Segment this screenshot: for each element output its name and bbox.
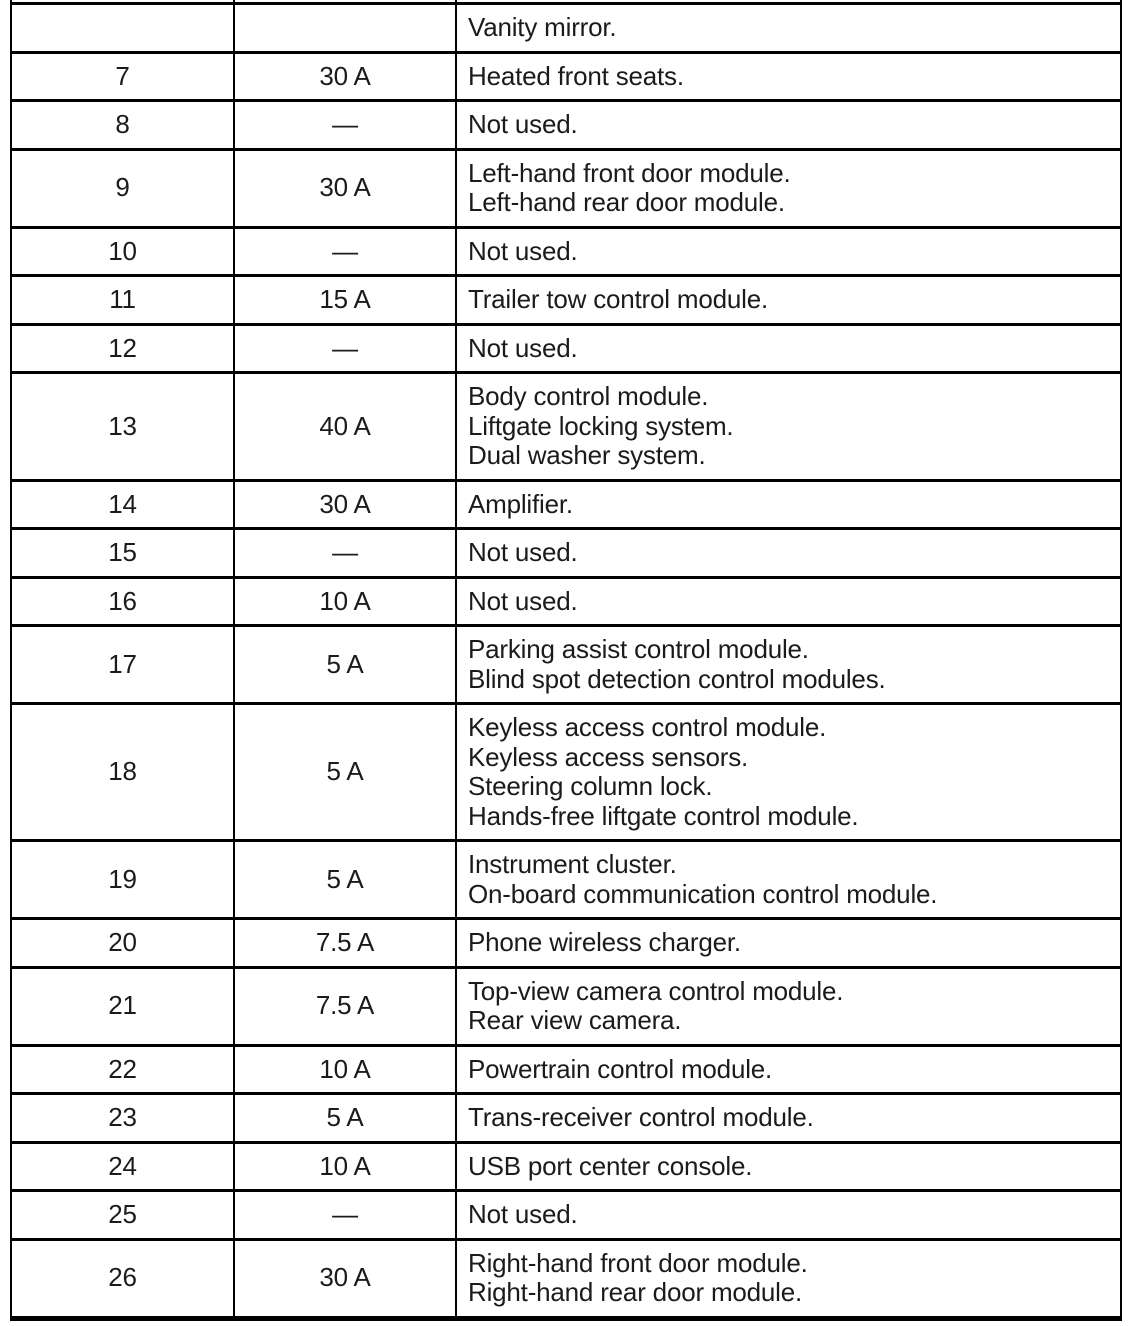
description-line: Keyless access control module. — [468, 712, 827, 742]
description-line: Keyless access sensors. — [468, 741, 749, 772]
description-cell — [456, 52, 1121, 101]
description-cell — [456, 276, 1121, 325]
table-row — [11, 704, 1121, 841]
description-line: Trailer tow control module. — [468, 284, 768, 314]
fuse-number-cell: 8 — [11, 101, 234, 150]
table-row — [11, 373, 1121, 481]
description-cell — [456, 149, 1121, 227]
description-cell — [456, 577, 1121, 626]
amp-rating-cell — [234, 4, 456, 53]
description-line: Instrument cluster. — [468, 849, 677, 879]
description-cell — [456, 704, 1121, 841]
amp-rating-cell: 10 A — [234, 1045, 456, 1094]
fuse-number-cell: 12 — [11, 324, 234, 373]
description-cell — [456, 227, 1121, 276]
table-row — [11, 1045, 1121, 1094]
description-cell — [456, 101, 1121, 150]
description-cell — [456, 480, 1121, 529]
amp-rating-cell: 15 A — [234, 276, 456, 325]
amp-rating-cell: 7.5 A — [234, 919, 456, 968]
description-cell — [456, 626, 1121, 704]
fuse-table — [10, 0, 1122, 1321]
fuse-number-cell: 20 — [11, 919, 234, 968]
amp-rating-cell: 40 A — [234, 373, 456, 481]
table-row — [11, 4, 1121, 53]
description-line: Not used. — [468, 585, 578, 616]
table-row — [11, 480, 1121, 529]
amp-rating-cell: — — [234, 529, 456, 578]
amp-rating-cell: 30 A — [234, 52, 456, 101]
description-line: Dual washer system. — [468, 440, 706, 470]
fuse-number-cell: 19 — [11, 841, 234, 919]
amp-rating-cell: 5 A — [234, 626, 456, 704]
amp-rating-cell: 30 A — [234, 1239, 456, 1318]
description-line: Rear view camera. — [468, 1005, 682, 1035]
description-line: USB port center console. — [468, 1150, 753, 1181]
description-cell — [456, 841, 1121, 919]
description-line: Top-view camera control module. — [468, 975, 844, 1006]
table-row — [11, 1094, 1121, 1143]
description-line: Not used. — [468, 109, 578, 139]
fuse-number-cell: 21 — [11, 967, 234, 1045]
amp-rating-cell: 7.5 A — [234, 967, 456, 1045]
description-line: Steering column lock. — [468, 771, 713, 801]
description-line: Not used. — [468, 235, 578, 266]
description-cell — [456, 1142, 1121, 1191]
fuse-number-cell: 7 — [11, 52, 234, 101]
table-row — [11, 1191, 1121, 1240]
description-line: Body control module. — [468, 381, 709, 411]
description-line: Powertrain control module. — [468, 1053, 773, 1084]
description-line: Hands-free liftgate control module. — [468, 800, 859, 831]
description-line: Vanity mirror. — [468, 12, 617, 42]
description-cell — [456, 1191, 1121, 1240]
fuse-number-cell — [11, 4, 234, 53]
fuse-number-cell: 13 — [11, 373, 234, 481]
description-cell — [456, 1094, 1121, 1143]
amp-rating-cell: — — [234, 324, 456, 373]
table-row — [11, 919, 1121, 968]
amp-rating-cell: — — [234, 227, 456, 276]
description-line: Trans-receiver control module. — [468, 1102, 814, 1132]
table-row — [11, 841, 1121, 919]
description-line: Not used. — [468, 537, 578, 567]
fuse-number-cell: 17 — [11, 626, 234, 704]
description-line: Left-hand rear door module. — [468, 187, 785, 217]
amp-rating-cell: — — [234, 1191, 456, 1240]
fuse-number-cell: 18 — [11, 704, 234, 841]
amp-rating-cell: 10 A — [234, 577, 456, 626]
amp-rating-cell: 30 A — [234, 480, 456, 529]
table-row — [11, 324, 1121, 373]
description-cell — [456, 529, 1121, 578]
fuse-number-cell: 16 — [11, 577, 234, 626]
description-line: Right-hand rear door module. — [468, 1277, 803, 1307]
description-cell — [456, 373, 1121, 481]
description-line: Not used. — [468, 1199, 578, 1229]
fuse-number-cell: 14 — [11, 480, 234, 529]
fuse-number-cell: 15 — [11, 529, 234, 578]
table-row — [11, 149, 1121, 227]
description-cell — [456, 1239, 1121, 1318]
description-line: Amplifier. — [468, 488, 573, 519]
amp-rating-cell: 30 A — [234, 149, 456, 227]
description-line: Heated front seats. — [468, 60, 684, 91]
description-cell — [456, 919, 1121, 968]
description-line: Not used. — [468, 332, 578, 363]
description-line: Right-hand front door module. — [468, 1247, 808, 1278]
table-row — [11, 1239, 1121, 1318]
table-row — [11, 577, 1121, 626]
table-row — [11, 967, 1121, 1045]
table-row — [11, 626, 1121, 704]
description-line: Blind spot detection control modules. — [468, 663, 886, 694]
description-line: Parking assist control module. — [468, 634, 809, 664]
table-row — [11, 1142, 1121, 1191]
table-row — [11, 227, 1121, 276]
amp-rating-cell: 5 A — [234, 704, 456, 841]
table-row — [11, 529, 1121, 578]
description-line: Phone wireless charger. — [468, 927, 741, 957]
fuse-number-cell: 10 — [11, 227, 234, 276]
table-row — [11, 52, 1121, 101]
fuse-number-cell: 26 — [11, 1239, 234, 1318]
description-cell — [456, 967, 1121, 1045]
table-row — [11, 276, 1121, 325]
amp-rating-cell: 5 A — [234, 841, 456, 919]
amp-rating-cell: 5 A — [234, 1094, 456, 1143]
fuse-number-cell: 9 — [11, 149, 234, 227]
description-cell — [456, 4, 1121, 53]
description-line: Left-hand front door module. — [468, 157, 791, 188]
fuse-number-cell: 25 — [11, 1191, 234, 1240]
fuse-table-body — [11, 0, 1121, 1318]
description-line: Liftgate locking system. — [468, 410, 734, 441]
fuse-number-cell: 24 — [11, 1142, 234, 1191]
fuse-number-cell: 23 — [11, 1094, 234, 1143]
amp-rating-cell: — — [234, 101, 456, 150]
description-cell — [456, 324, 1121, 373]
amp-rating-cell: 10 A — [234, 1142, 456, 1191]
table-row — [11, 101, 1121, 150]
fuse-number-cell: 22 — [11, 1045, 234, 1094]
fuse-number-cell: 11 — [11, 276, 234, 325]
description-line: On-board communication control module. — [468, 878, 938, 909]
description-cell — [456, 1045, 1121, 1094]
